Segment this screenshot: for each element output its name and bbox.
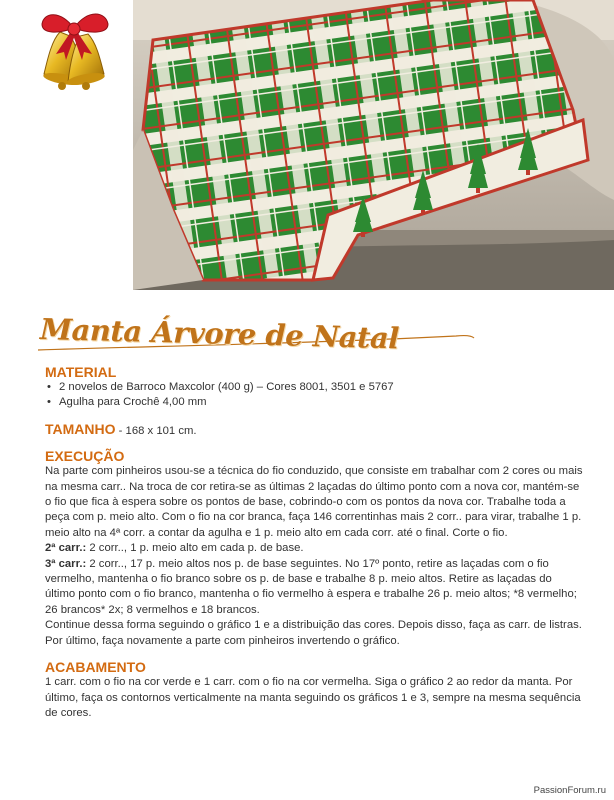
execucao-paragraph-1: Na parte com pinheiros usou-se a técnica do fio conduzido, que consiste em trabalhar com 2 cores ou mais na mesma carr.. Na troca de cor retira-se as últimas 2 laçadas do último ponto com a nova cor, mantém-se o fio que fica à espera sobre os pontos de base, cobrindo-o com os pontos da nova cor. Trabalhe toda a peça com p. meio alto. Com o fio na cor branca, faça 146 correntinhas mais 2 corr.. para virar, trabalhe 1 p. meio alto na 4ª corr. a contar da agulha e 1 p. meio alto em cada corr. até o final. Corte o fio. xyxy=(45,465,583,539)
execucao-row-2 xyxy=(45,541,585,556)
article-body xyxy=(45,364,585,721)
execucao-heading: EXECUÇÃO xyxy=(45,448,125,465)
row-3-text: 2 corr.., 17 p. meio altos nos p. de base seguintes. No 17º ponto, retire as laçadas com o fio vermelho, mantenha o fio branco sobre os p. de base e trabalhe 8 p. meio altos. Retire as laçadas do último ponto com o fio branco, mantenha o fio vermelho à espera e trabalhe 26 p. meio altos; *8 vermelho; 26 brancos* 2x; 8 vermelhos e 18 brancos. xyxy=(45,557,577,616)
row-2-label: 2ª carr.: xyxy=(45,542,87,555)
material-list xyxy=(45,380,585,411)
christmas-bells-icon xyxy=(30,2,130,97)
footer-watermark: PassionForum.ru xyxy=(533,785,606,796)
tamanho-value: - 168 x 101 cm. xyxy=(118,424,197,437)
row-2-text: 2 corr.., 1 p. meio alto em cada p. de base. xyxy=(86,542,304,555)
execucao-text xyxy=(45,464,585,649)
material-heading: MATERIAL xyxy=(45,364,117,380)
row-3-label: 3ª carr.: xyxy=(45,557,87,570)
execucao-paragraph-4: Continue dessa forma seguindo o gráfico 1 e a distribuição das cores. Depois disso, faça as carr. de listras. Por último, faça novamente a parte com pinheiros invertendo o gráfico. xyxy=(45,619,582,647)
acabamento-heading: ACABAMENTO xyxy=(45,659,146,676)
blanket-photo xyxy=(133,0,614,290)
page-title: Manta Árvore de Natal xyxy=(39,312,400,356)
list-item: • 2 novelos de Barroco Maxcolor (400 g) – Cores 8001, 3501 e 5767 xyxy=(45,380,585,395)
acabamento-text xyxy=(45,675,585,721)
tamanho-section xyxy=(45,421,585,439)
title-area xyxy=(36,306,476,366)
tamanho-heading: TAMANHO xyxy=(45,420,116,437)
list-item: • Agulha para Crochê 4,00 mm xyxy=(45,395,585,410)
execucao-row-3 xyxy=(45,557,585,619)
acabamento-paragraph: 1 carr. com o fio na cor verde e 1 carr. com o fio na cor vermelha. Siga o gráfico 2 ao redor da manta. Por último, faça os contornos verticalmente na manta seguindo os gráficos 1 e 3, sempre na mesma sequência de cores. xyxy=(45,676,581,719)
